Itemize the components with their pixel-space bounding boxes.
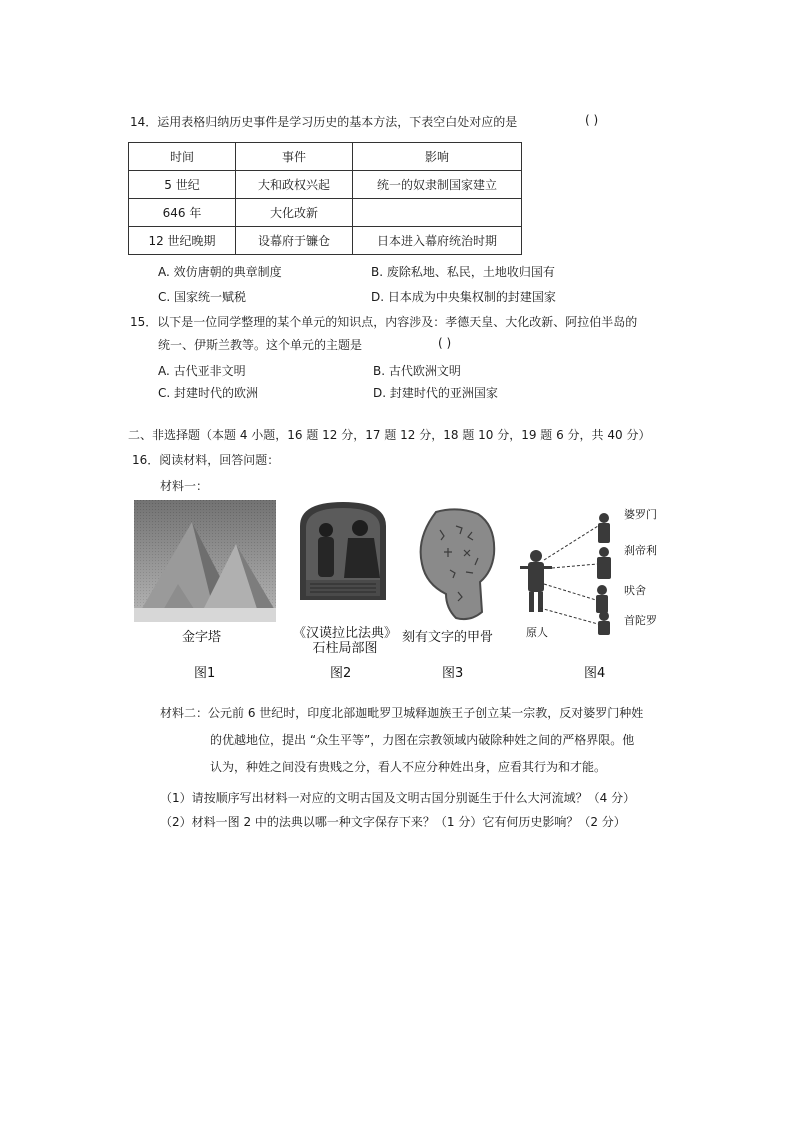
table-row (129, 199, 522, 227)
oracle-bone-image (416, 508, 500, 624)
material-2-text (160, 700, 680, 781)
fig4-number: 图4 (584, 666, 606, 681)
question-16-stem: 16．阅读材料，回答问题： (132, 453, 280, 467)
q14-option-d: D. 日本成为中央集权制的封建国家 (371, 290, 556, 304)
table-cell: 大和政权兴起 (236, 171, 353, 199)
question-14-table (128, 142, 522, 255)
question-15-stem-line1: 15．以下是一位同学整理的某个单元的知识点，内容涉及：孝德天皇、大化改新、阿拉伯半岛的 (130, 315, 638, 329)
table-cell: 大化改新 (236, 199, 353, 227)
q14-option-b: B. 废除私地、私民，土地收归国有 (371, 265, 555, 279)
table-cell: 日本进入幕府统治时期 (353, 227, 522, 255)
table-header-cell: 事件 (236, 143, 353, 171)
question-14-answer-paren: ( ) (585, 113, 599, 127)
sub-question-1: （1）请按顺序写出材料一对应的文明古国及文明古国分别诞生于什么大河流域？（4 分） (160, 791, 636, 805)
table-cell: 12 世纪晚期 (129, 227, 236, 255)
caste-label-kshatriya: 刹帝利 (624, 544, 657, 557)
fig2-caption-line2: 石柱局部图 (312, 641, 378, 656)
fig2-number: 图2 (330, 666, 352, 681)
caste-label-vaishya: 吠舍 (624, 584, 646, 597)
pyramids-image (134, 500, 276, 622)
fig1-caption: 金字塔 (182, 630, 222, 645)
origin-person-label: 原人 (526, 626, 548, 639)
fig2-caption-line1: 《汉谟拉比法典》 (292, 626, 397, 641)
table-cell: 设幕府于镰仓 (236, 227, 353, 255)
material-2-line1: 材料二：公元前 6 世纪时，印度北部迦毗罗卫城释迦族王子创立某一宗教，反对婆罗门种姓 (160, 706, 644, 720)
q14-option-a: A. 效仿唐朝的典章制度 (158, 265, 282, 279)
caste-label-shudra: 首陀罗 (624, 614, 657, 627)
fig3-caption: 刻有文字的甲骨 (402, 630, 494, 645)
table-cell: 646 年 (129, 199, 236, 227)
material-1-figures (134, 500, 664, 680)
q15-option-c: C. 封建时代的欧洲 (158, 386, 259, 400)
material-2-line3: 认为，种姓之间没有贵贱之分，看人不应分种姓出身，应看其行为和才能。 (210, 760, 607, 774)
hammurabi-stele-image (290, 500, 396, 602)
table-row (129, 227, 522, 255)
section-2-heading: 二、非选择题（本题 4 小题，16 题 12 分，17 题 12 分，18 题 10 分，19 题 6 分，共 40 分） (128, 428, 651, 442)
caste-label-brahmin: 婆罗门 (624, 508, 657, 521)
q14-option-c: C. 国家统一赋税 (158, 290, 247, 304)
question-14-stem: 14．运用表格归纳历史事件是学习历史的基本方法，下表空白处对应的是 (130, 115, 518, 129)
fig2-caption (284, 626, 406, 656)
q15-option-b: B. 古代欧洲文明 (373, 364, 461, 378)
q15-option-a: A. 古代亚非文明 (158, 364, 246, 378)
table-cell: 5 世纪 (129, 171, 236, 199)
table-cell: 统一的奴隶制国家建立 (353, 171, 522, 199)
fig1-number: 图1 (194, 666, 216, 681)
table-header-cell: 影响 (353, 143, 522, 171)
fig3-number: 图3 (442, 666, 464, 681)
sub-question-2: （2）材料一图 2 中的法典以哪一种文字保存下来？（1 分）它有何历史影响？（2 分） (160, 815, 626, 829)
table-cell-blank (353, 199, 522, 227)
table-header-cell: 时间 (129, 143, 236, 171)
table-row (129, 171, 522, 199)
material-1-label: 材料一： (160, 479, 209, 493)
question-15-answer-paren: ( ) (438, 336, 452, 350)
material-2-line2: 的优越地位，提出 “众生平等”，力图在宗教领域内破除种姓之间的严格界限。他 (210, 733, 635, 747)
q15-option-d: D. 封建时代的亚洲国家 (373, 386, 498, 400)
table-header-row (129, 143, 522, 171)
question-15-stem-line2: 统一、伊斯兰教等。这个单元的主题是 (158, 338, 363, 352)
